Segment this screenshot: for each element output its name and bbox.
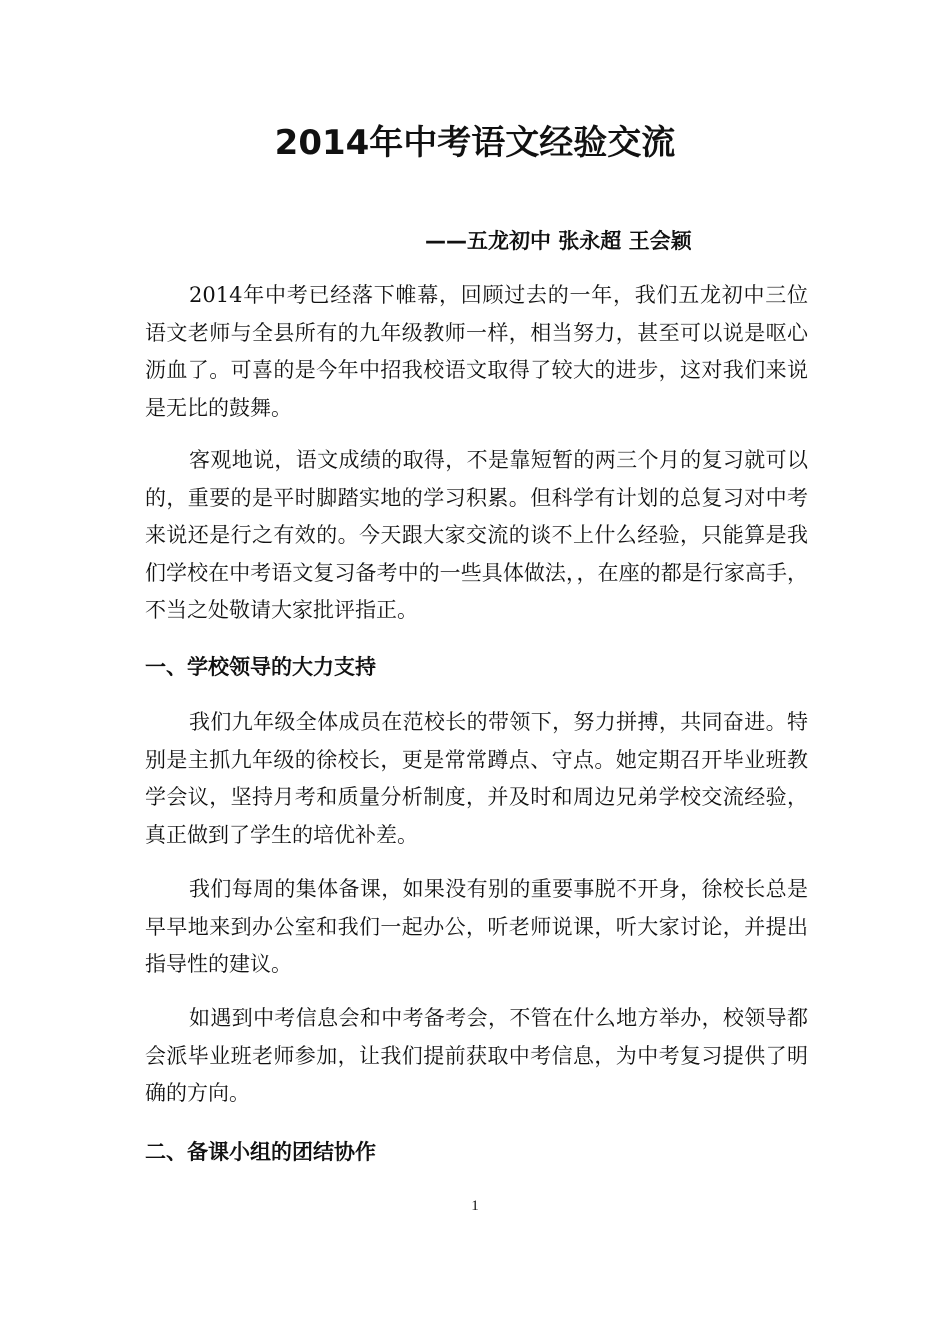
section-heading-1: 一、学校领导的大力支持: [145, 655, 376, 679]
paragraph-overview: 客观地说，语文成绩的取得，不是靠短暂的两三个月的复习就可以的，重要的是平时脚踏实地的学习积累。但科学有计划的总复习对中考来说还是行之有效的。今天跟大家交流的谈不上什么经验，只能算是我们学校在中考语文复习备考中的一些具体做法，，在座的都是行家高手，不当之处敬请大家批评指正。: [145, 448, 808, 622]
paragraph-leadership: 我们九年级全体成员在范校长的带领下，努力拼搏，共同奋进。特别是主抓九年级的徐校长，更是常常蹲点、守点。她定期召开毕业班教学会议，坚持月考和质量分析制度，并及时和周边兄弟学校交流经验，真正做到了学生的培优补差。: [145, 710, 808, 847]
document-title: 2014年中考语文经验交流: [274, 123, 676, 163]
paragraph-exam-info: 如遇到中考信息会和中考备考会，不管在什么地方举办，校领导都会派毕业班老师参加，让我们提前获取中考信息，为中考复习提供了明确的方向。: [145, 1006, 808, 1105]
author-byline: ——五龙初中 张永超 王会颖: [425, 229, 692, 253]
page-number: 1: [471, 1198, 479, 1214]
section-heading-2: 二、备课小组的团结协作: [145, 1140, 376, 1164]
paragraph-intro: 2014年中考已经落下帷幕，回顾过去的一年，我们五龙初中三位语文老师与全县所有的九年级教师一样，相当努力，甚至可以说是呕心沥血了。可喜的是今年中招我校语文取得了较大的进步，这对我们来说是无比的鼓舞。: [145, 283, 808, 420]
paragraph-weekly-prep: 我们每周的集体备课，如果没有别的重要事脱不开身，徐校长总是早早地来到办公室和我们一起办公，听老师说课，听大家讨论，并提出指导性的建议。: [145, 877, 808, 976]
